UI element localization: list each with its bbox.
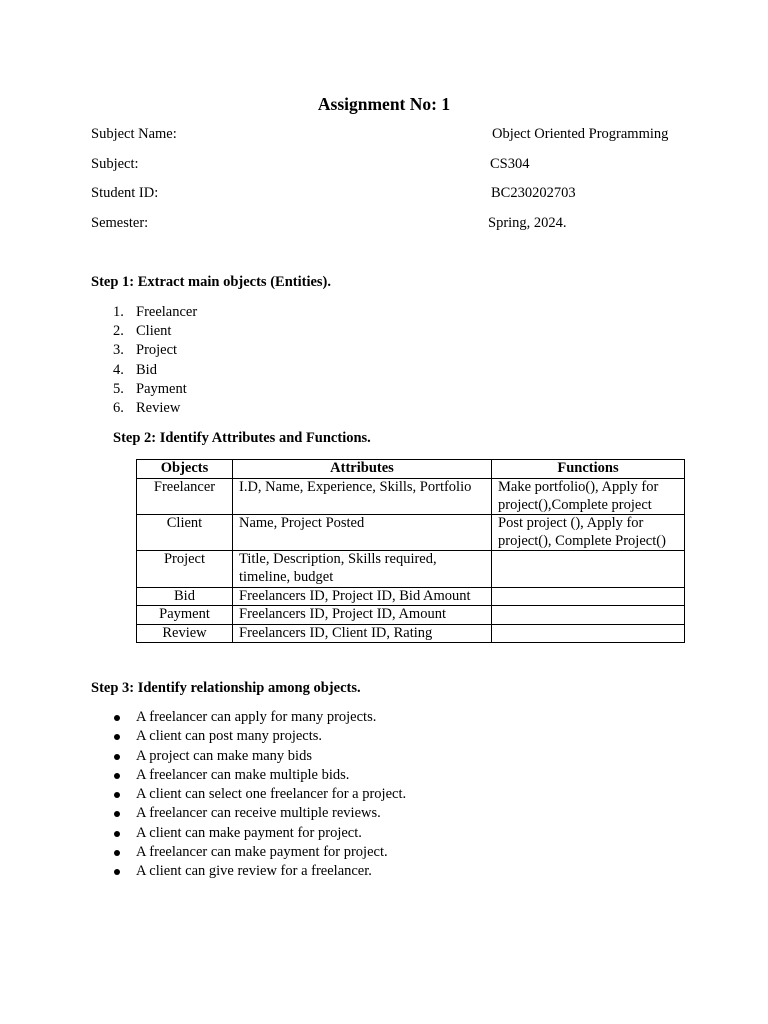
table-cell-object: Freelancer: [137, 479, 233, 515]
table-cell-functions: [492, 587, 685, 606]
list-item-text: A client can post many projects.: [136, 728, 323, 745]
column-header-attributes: Attributes: [233, 460, 492, 479]
column-header-objects: Objects: [137, 460, 233, 479]
list-item-text: Review: [136, 399, 181, 416]
table-row: [137, 624, 685, 643]
list-number: 4.: [113, 361, 124, 378]
info-value: Spring, 2024.: [488, 215, 567, 231]
table-row: [137, 551, 685, 587]
info-row-subject: [91, 156, 691, 176]
table-cell-attributes: Freelancers ID, Client ID, Rating: [233, 624, 492, 643]
table-cell-object: Payment: [137, 606, 233, 625]
bullet-icon: [114, 715, 120, 721]
bullet-icon: [114, 850, 120, 856]
table-cell-functions: [492, 624, 685, 643]
list-number: 1.: [113, 304, 124, 320]
info-value: Object Oriented Programming: [492, 126, 669, 142]
table-row: [137, 515, 685, 551]
attributes-functions-table: [136, 459, 685, 643]
table-cell-attributes: Title, Description, Skills required, timeline, budget: [233, 551, 492, 587]
list-item-text: Freelancer: [136, 304, 198, 320]
table-row: [137, 479, 685, 515]
bullet-icon: [114, 754, 120, 760]
list-number: 5.: [113, 380, 124, 397]
list-item-text: A freelancer can apply for many projects.: [136, 709, 377, 725]
table-cell-object: Project: [137, 551, 233, 587]
list-number: 6.: [113, 399, 124, 416]
list-number: 3.: [113, 342, 124, 359]
bullet-icon: [114, 734, 120, 740]
info-value: CS304: [490, 156, 530, 172]
step2-heading: Step 2: Identify Attributes and Functions.: [113, 430, 371, 446]
info-label: Semester:: [91, 215, 149, 231]
page-title: Assignment No: 1: [317, 94, 451, 114]
table-cell-attributes: I.D, Name, Experience, Skills, Portfolio: [233, 479, 492, 515]
table-row: [137, 606, 685, 625]
list-item-text: A freelancer can receive multiple reviews.: [136, 805, 381, 822]
list-item-text: Project: [136, 342, 178, 359]
list-item-text: A freelancer can make multiple bids.: [136, 766, 350, 783]
list-item-text: A client can make payment for project.: [136, 824, 362, 841]
table-row: [137, 587, 685, 606]
info-label: Student ID:: [91, 185, 159, 201]
list-item-text: A client can select one freelancer for a project.: [136, 786, 407, 803]
table-header-row: [137, 460, 685, 479]
table-cell-attributes: Freelancers ID, Project ID, Bid Amount: [233, 587, 492, 606]
step1-heading: Step 1: Extract main objects (Entities).: [91, 274, 332, 290]
info-row-subject-name: [91, 126, 691, 146]
info-value: BC230202703: [491, 185, 576, 201]
list-number: 2.: [113, 323, 124, 340]
table-cell-functions: [492, 551, 685, 587]
bullet-icon: [114, 792, 120, 798]
bullet-icon: [114, 831, 120, 837]
table-cell-attributes: Name, Project Posted: [233, 515, 492, 551]
table-cell-object: Bid: [137, 587, 233, 606]
table-cell-attributes: Freelancers ID, Project ID, Amount: [233, 606, 492, 625]
table-cell-object: Review: [137, 624, 233, 643]
step3-heading: Step 3: Identify relationship among objects.: [91, 680, 361, 696]
list-item-text: A freelancer can make payment for project.: [136, 844, 388, 861]
column-header-functions: Functions: [492, 460, 685, 479]
list-item-text: A client can give review for a freelancer.: [136, 863, 372, 880]
info-row-semester: [91, 215, 691, 235]
table-cell-object: Client: [137, 515, 233, 551]
list-item-text: A project can make many bids: [136, 747, 312, 764]
table-cell-functions: Make portfolio(), Apply for project(),Complete project: [492, 479, 685, 515]
bullet-icon: [114, 869, 120, 875]
bullet-icon: [114, 773, 120, 779]
list-item-text: Payment: [136, 380, 187, 397]
info-label: Subject Name:: [91, 126, 177, 142]
info-label: Subject:: [91, 156, 139, 172]
info-row-student-id: [91, 185, 691, 205]
table-cell-functions: Post project (), Apply for project(), Complete Project(): [492, 515, 685, 551]
table-cell-functions: [492, 606, 685, 625]
list-item-text: Client: [136, 323, 172, 340]
list-item-text: Bid: [136, 361, 157, 378]
bullet-icon: [114, 811, 120, 817]
